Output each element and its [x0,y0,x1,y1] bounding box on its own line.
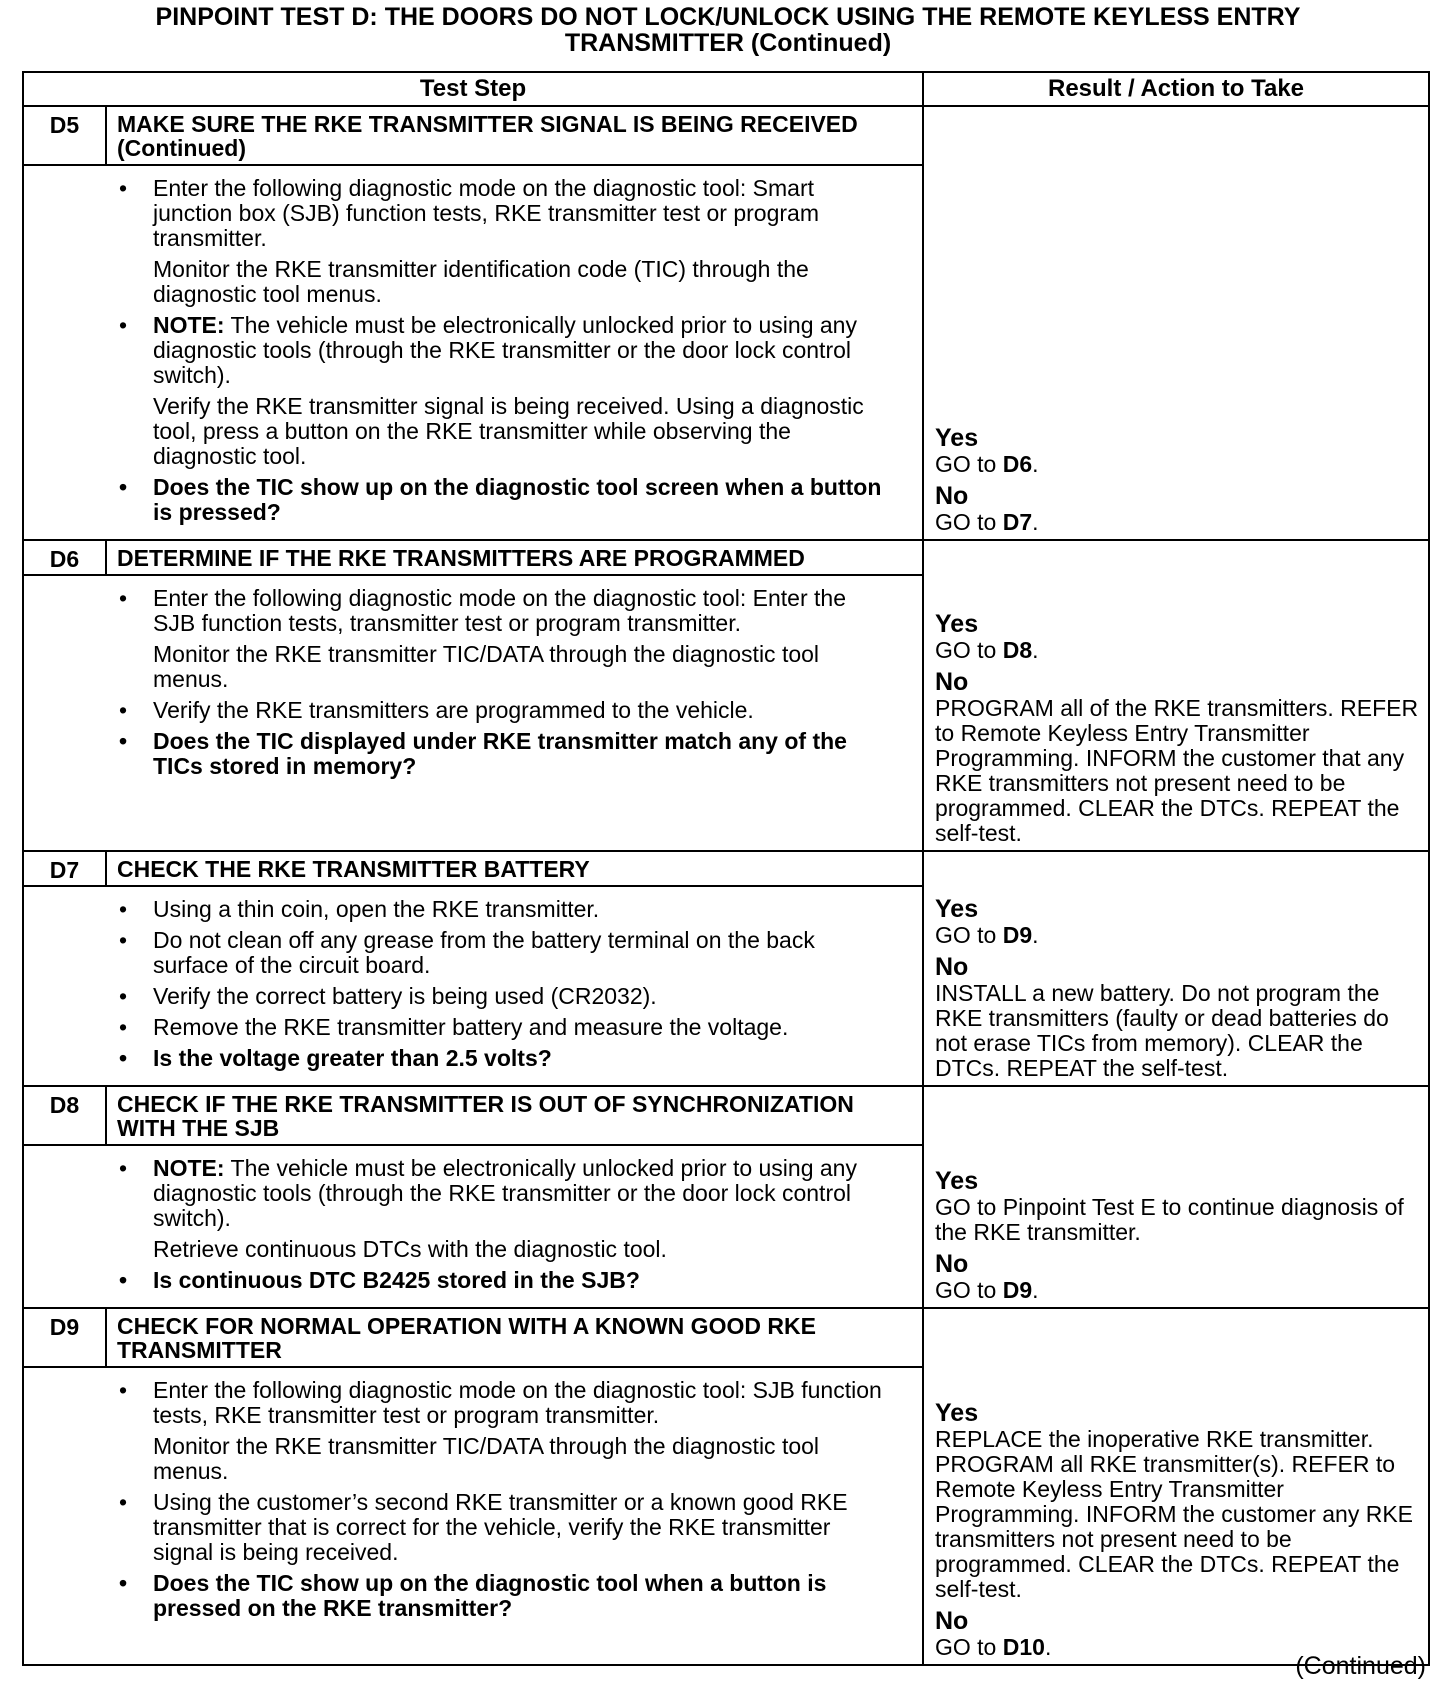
step-title-row [23,106,1429,165]
result-action-tail: . [1044,1634,1052,1660]
result-action-text: GO to [935,1277,1003,1303]
bullet-item [117,1378,892,1428]
result-label: Yes [935,424,979,452]
result-label: No [935,1250,969,1278]
step-title: CHECK IF THE RKE TRANSMITTER IS OUT OF SYNCHRONIZATION WITH THE SJB [106,1086,923,1145]
step-id: D9 [23,1308,106,1367]
item-text: Is the voltage greater than 2.5 volts? [153,1045,552,1071]
result-action-text: REPLACE the inoperative RKE transmitter. PROGRAM all RKE transmitter(s). REFER to Remote Keyless Entry Transmitter Programming. INFORM the customer any RKE transmitters not present need to be programmed. CLEAR the DTCs. REPEAT the self-test. [935,1426,1414,1602]
result-action [935,1195,1420,1245]
result-label: No [935,482,969,510]
pinpoint-test-table [22,71,1430,1666]
bullet-item [117,897,892,922]
step-id-spacer [23,1145,106,1308]
result-step-ref: D10 [1002,1634,1045,1660]
item-text: Using the customer’s second RKE transmitter or a known good RKE transmitter that is correct for the vehicle, verify the RKE transmitter signal is being received. [153,1489,848,1565]
result-action-text: GO to [935,451,1003,477]
item-text: Enter the following diagnostic mode on the diagnostic tool: Smart junction box (SJB) function tests, RKE transmitter test or program transmitter. [153,175,819,251]
result-action [935,510,1420,535]
step-id: D8 [23,1086,106,1145]
item-text: Does the TIC show up on the diagnostic tool screen when a button is pressed? [153,474,882,525]
item-text: Verify the correct battery is being used (CR2032). [153,983,657,1009]
step-id: D5 [23,106,106,165]
step-title-row [23,1308,1429,1367]
step-id-spacer [23,886,106,1086]
bullet-item [117,176,892,251]
table-header-row [23,72,1429,106]
item-text: Remove the RKE transmitter battery and measure the voltage. [153,1014,789,1040]
bullet-item [117,984,892,1009]
result-action [935,638,1420,663]
item-text: Does the TIC show up on the diagnostic tool when a button is pressed on the RKE transmitter? [153,1570,827,1621]
step-id-spacer [23,1367,106,1665]
result-step-ref: D7 [1002,509,1033,535]
result-label: No [935,953,969,981]
bullet-item [117,1490,892,1565]
step-results [923,106,1429,540]
result-action-tail: . [1032,922,1039,948]
step-title: MAKE SURE THE RKE TRANSMITTER SIGNAL IS BEING RECEIVED (Continued) [106,106,923,165]
item-text: Monitor the RKE transmitter identification code (TIC) through the diagnostic tool menus. [153,256,809,307]
item-text: Monitor the RKE transmitter TIC/DATA through the diagnostic tool menus. [153,1433,820,1484]
step-instructions [106,165,923,540]
bullet-item [117,698,892,723]
item-text: Retrieve continuous DTCs with the diagnostic tool. [153,1236,667,1262]
item-text: Verify the RKE transmitter signal is being received. Using a diagnostic tool, press a button on the RKE transmitter while observing the diagnostic tool. [153,393,864,469]
bullet-item [117,1046,892,1071]
result-action [935,1278,1420,1303]
item-text: The vehicle must be electronically unlocked prior to using any diagnostic tools (through the RKE transmitter or the door lock control switch). [153,1155,857,1231]
step-title: CHECK FOR NORMAL OPERATION WITH A KNOWN GOOD RKE TRANSMITTER [106,1308,923,1367]
step-instructions [106,886,923,1086]
item-text: Using a thin coin, open the RKE transmitter. [153,896,600,922]
result-action [935,981,1420,1081]
result-label: Yes [935,895,979,923]
step-results [923,540,1429,851]
result-action-text: GO to [935,1634,1003,1660]
bullet-item [117,1156,892,1231]
step-title: DETERMINE IF THE RKE TRANSMITTERS ARE PROGRAMMED [106,540,923,575]
result-action-text: GO to Pinpoint Test E to continue diagnosis of the RKE transmitter. [935,1194,1404,1245]
item-text: Do not clean off any grease from the battery terminal on the back surface of the circuit board. [153,927,815,978]
result-action-text: PROGRAM all of the RKE transmitters. REFER to Remote Keyless Entry Transmitter Programming. INFORM the customer that any RKE transmitters not present need to be programmed. CLEAR the DTCs. REPEAT the self-test. [935,695,1419,846]
paragraph-item [117,1237,892,1262]
step-id-spacer [23,575,106,851]
result-action [935,696,1420,846]
table-body [23,106,1429,1665]
page-title [0,4,1456,56]
item-text: Is continuous DTC B2425 stored in the SJB? [153,1267,640,1293]
result-action-text: GO to [935,922,1003,948]
result-label: No [935,668,969,696]
paragraph-item [117,1434,892,1484]
result-step-ref: D6 [1002,451,1033,477]
header-test-step: Test Step [23,72,923,106]
step-results [923,851,1429,1086]
result-step-ref: D9 [1002,922,1033,948]
bullet-item [117,1571,892,1621]
bullet-item [117,475,892,525]
result-action-tail: . [1032,509,1039,535]
bullet-item [117,928,892,978]
item-text: Enter the following diagnostic mode on the diagnostic tool: SJB function tests, RKE transmitter test or program transmitter. [153,1377,882,1428]
step-instructions [106,1145,923,1308]
item-text: Does the TIC displayed under RKE transmitter match any of the TICs stored in memory? [153,728,847,779]
result-action-tail: . [1032,637,1039,663]
page-title-line1: PINPOINT TEST D: THE DOORS DO NOT LOCK/UNLOCK USING THE REMOTE KEYLESS ENTRY [155,3,1301,31]
result-step-ref: D9 [1002,1277,1033,1303]
step-title-row [23,540,1429,575]
step-results [923,1308,1429,1665]
result-action-text: GO to [935,509,1003,535]
result-label: Yes [935,1167,979,1195]
result-action [935,1427,1420,1602]
note-label: NOTE: [153,1155,225,1181]
step-instructions [106,575,923,851]
step-title: CHECK THE RKE TRANSMITTER BATTERY [106,851,923,886]
page-title-line2: TRANSMITTER (Continued) [564,29,892,57]
step-id-spacer [23,165,106,540]
note-label: NOTE: [153,312,225,338]
result-label: Yes [935,1399,979,1427]
bullet-item [117,313,892,388]
result-action-tail: . [1032,1277,1039,1303]
result-action [935,452,1420,477]
result-label: Yes [935,610,979,638]
bullet-item [117,1268,892,1293]
header-result: Result / Action to Take [923,72,1429,106]
result-label: No [935,1607,969,1635]
step-title-row [23,1086,1429,1145]
item-text: The vehicle must be electronically unlocked prior to using any diagnostic tools (through the RKE transmitter or the door lock control switch). [153,312,857,388]
bullet-item [117,586,892,636]
item-text: Verify the RKE transmitters are programmed to the vehicle. [153,697,754,723]
result-action-text: INSTALL a new battery. Do not program the RKE transmitters (faulty or dead batteries do not erase TICs from memory). CLEAR the DTCs. REPEAT the self-test. [935,980,1389,1081]
bullet-item [117,729,892,779]
item-text: Monitor the RKE transmitter TIC/DATA through the diagnostic tool menus. [153,641,820,692]
continued-label: (Continued) [1295,1652,1426,1680]
paragraph-item [117,257,892,307]
result-action-text: GO to [935,637,1003,663]
item-text: Enter the following diagnostic mode on the diagnostic tool: Enter the SJB function tests, transmitter test or program transmitter. [153,585,846,636]
result-action [935,923,1420,948]
step-instructions [106,1367,923,1665]
paragraph-item [117,394,892,469]
step-id: D6 [23,540,106,575]
paragraph-item [117,642,892,692]
step-results [923,1086,1429,1308]
result-step-ref: D8 [1002,637,1033,663]
step-title-row [23,851,1429,886]
result-action-tail: . [1032,451,1039,477]
step-id: D7 [23,851,106,886]
bullet-item [117,1015,892,1040]
